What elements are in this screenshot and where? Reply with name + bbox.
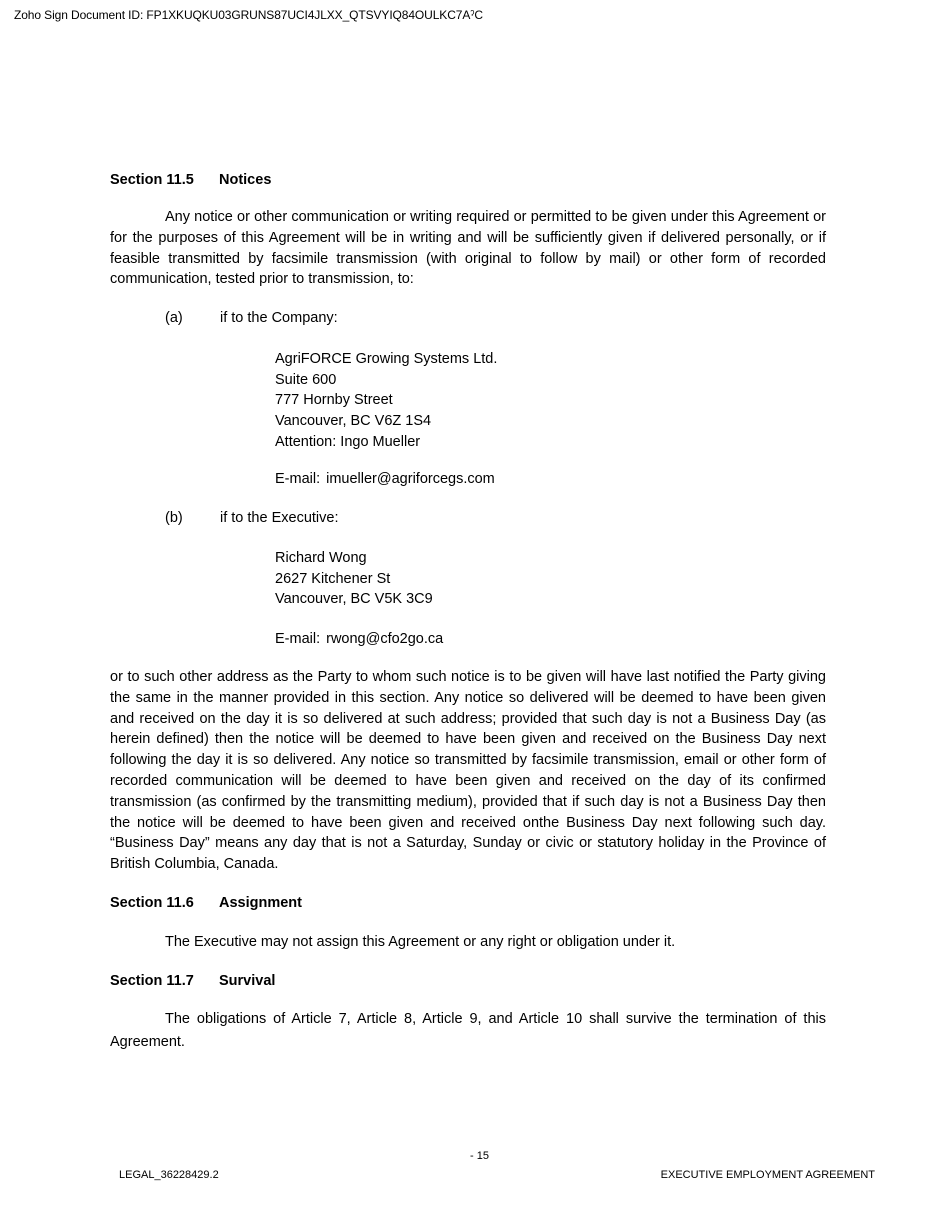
- company-email-line: [275, 471, 495, 487]
- address-line: Vancouver, BC V5K 3C9: [275, 591, 433, 608]
- item-label: if to the Executive:: [220, 510, 339, 526]
- section-11-6-heading: [110, 895, 302, 911]
- document-id: Zoho Sign Document ID: FP1XKUQKU03GRUNS87UCI4JLXX_QTSVYIQ84OULKC7AˀC: [14, 8, 483, 22]
- item-label: if to the Company:: [220, 310, 338, 326]
- company-notice-item: [165, 310, 338, 326]
- address-line: Attention: Ingo Mueller: [275, 433, 421, 450]
- item-marker: (b): [165, 510, 183, 526]
- section-number: Section 11.6: [110, 895, 194, 911]
- section-title: Notices: [219, 172, 272, 188]
- executive-notice-item: [165, 510, 338, 526]
- address-line: Richard Wong: [275, 550, 367, 566]
- address-line: Vancouver, BC V6Z 1S4: [275, 413, 432, 430]
- section-number: Section 11.5: [110, 172, 194, 188]
- address-line: 777 Hornby Street: [275, 392, 393, 409]
- company-email: imueller@agriforcegs.com: [326, 471, 495, 487]
- email-label: E-mail:: [275, 631, 321, 647]
- section-11-5-heading: [110, 172, 271, 188]
- company-address-block: [275, 349, 497, 452]
- notices-intro-paragraph: Any notice or other communication or writing required or permitted to be given under this Agreement or for the purposes of this Agreement will be in writing and will be sufficiently given if delivered personally, or if feasible transmitted by facsimile transmission (with original to follow by mail) or other form of recorded communication, tested prior to transmission, to:: [110, 209, 826, 288]
- survival-paragraph: The obligations of Article 7, Article 8, Article 9, and Article 10 shall survive the termination of this Agreement.: [110, 1011, 826, 1050]
- footer-document-title: EXECUTIVE EMPLOYMENT AGREEMENT: [660, 1169, 875, 1181]
- executive-email: rwong@cfo2go.ca: [326, 631, 444, 647]
- address-line: Suite 600: [275, 371, 337, 388]
- executive-email-line: [275, 631, 443, 647]
- section-title: Survival: [219, 973, 276, 989]
- section-number: Section 11.7: [110, 973, 194, 989]
- email-label: E-mail:: [275, 471, 321, 487]
- page-number: - 15: [470, 1150, 489, 1162]
- notices-closing-paragraph: or to such other address as the Party to whom such notice is to be given will have last notified the Party giving the same in the manner provided in this section. Any notice so delivered will be deemed to have been given and received on the day it is so delivered at such address; provided that such day is not a Business Day (as herein defined) then the notice will be deemed to have been given and received on the Business Day next following the day it is so delivered. Any notice so transmitted by facsimile transmission, email or other form of recorded communication will be deemed to have been given and received on the day of its confirmed transmission (as confirmed by the transmitting medium), provided that if such day is not a Business Day then the notice will be deemed to have been given and received onthe Business Day next following such day. “Business Day” means any day that is not a Saturday, Sunday or civic or statutory holiday in the Province of British Columbia, Canada.: [110, 669, 826, 873]
- legal-reference: LEGAL_36228429.2: [119, 1169, 219, 1181]
- section-11-7-heading: [110, 973, 275, 989]
- executive-address-block: [275, 548, 433, 610]
- item-marker: (a): [165, 310, 183, 326]
- assignment-paragraph: The Executive may not assign this Agreement or any right or obligation under it.: [165, 934, 676, 950]
- address-line: 2627 Kitchener St: [275, 570, 391, 587]
- section-title: Assignment: [219, 895, 302, 911]
- address-line: AgriFORCE Growing Systems Ltd.: [275, 351, 498, 367]
